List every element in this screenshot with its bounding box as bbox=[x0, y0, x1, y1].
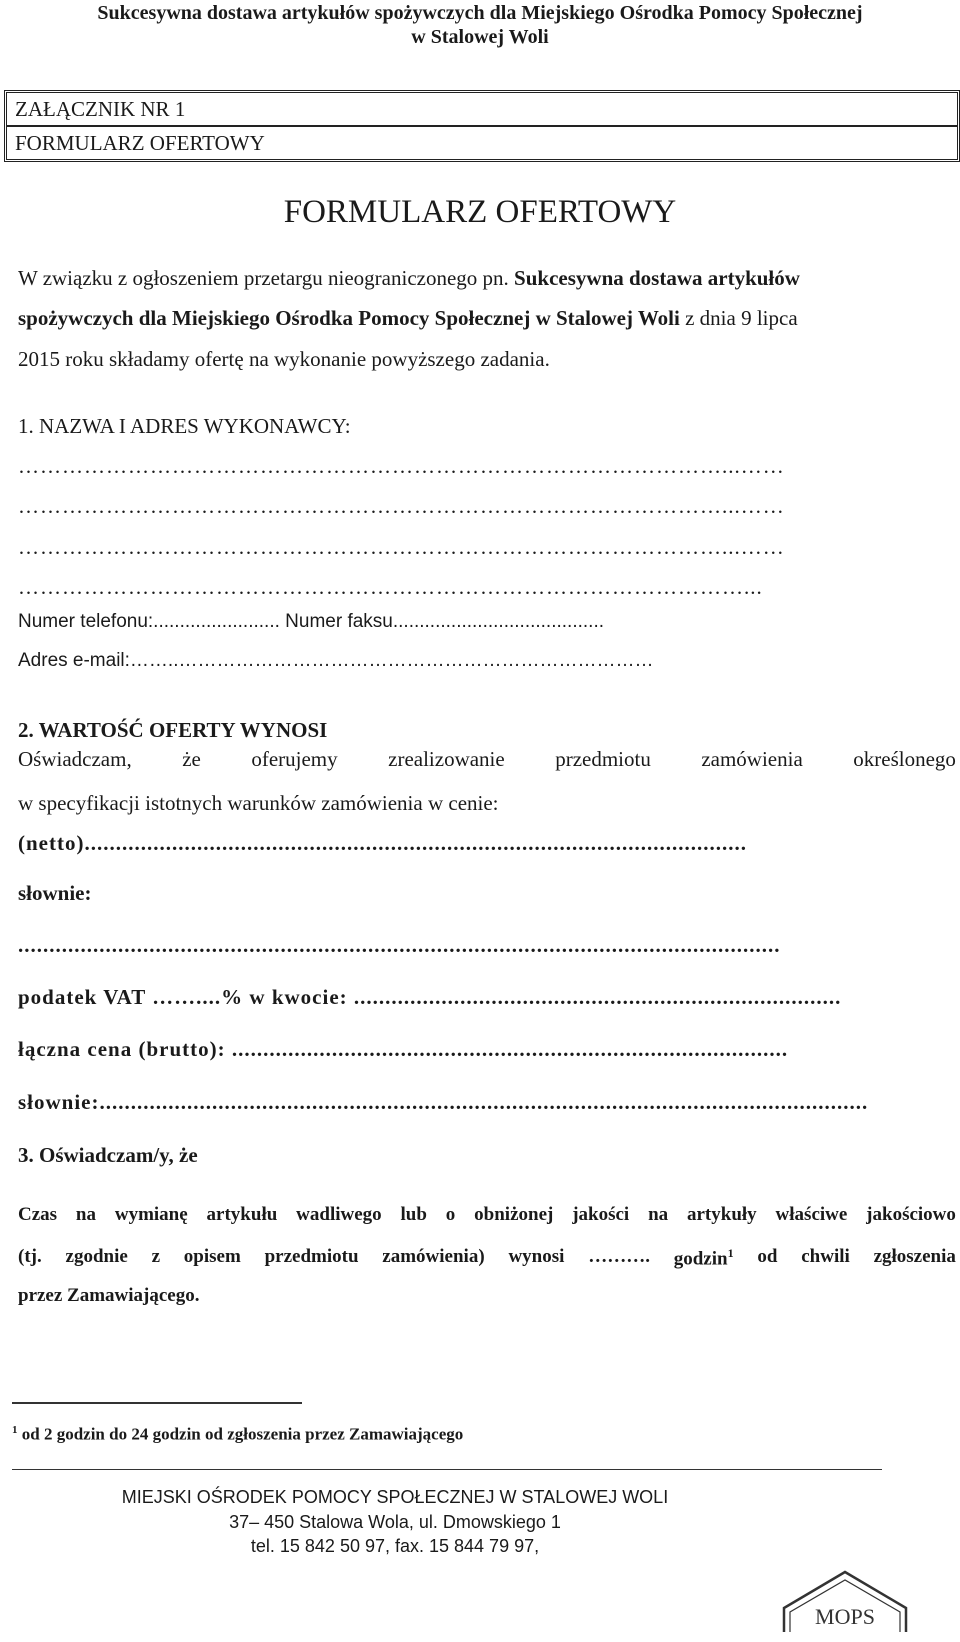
document-header-line-1: Sukcesywna dostawa artykułów spożywczych dla Miejskiego Ośrodka Pomocy Społecznej bbox=[97, 2, 863, 24]
decl-word: Oświadczam, bbox=[18, 747, 132, 771]
intro-line-1 bbox=[18, 266, 800, 291]
price-declaration-line-2: w specyfikacji istotnych warunków zamówienia w cenie: bbox=[18, 791, 499, 815]
s3-word: opisem bbox=[183, 1246, 241, 1267]
intro-text-1: W związku z ogłoszeniem przetargu nieograniczonego pn. bbox=[18, 266, 515, 290]
s3-word: jakościowo bbox=[866, 1204, 956, 1225]
footnote-separator bbox=[12, 1402, 302, 1404]
decl-word: przedmiotu bbox=[555, 747, 651, 771]
in-words-field-1[interactable]: .......................................................................................................................... bbox=[18, 933, 781, 957]
decl-word: że bbox=[182, 747, 201, 771]
s3-word: artykuły bbox=[687, 1204, 757, 1225]
footer-separator bbox=[12, 1469, 882, 1470]
section-2-heading: 2. WARTOŚĆ OFERTY WYNOSI bbox=[18, 718, 328, 742]
s3-word: wadliwego bbox=[296, 1204, 382, 1225]
replacement-line-1 bbox=[18, 1204, 956, 1226]
annex-box bbox=[4, 90, 960, 162]
document-header-line-2: w Stalowej Woli bbox=[411, 26, 549, 48]
s3-word: o bbox=[445, 1204, 456, 1225]
hours-field[interactable]: ………. bbox=[588, 1246, 650, 1267]
s3-word: chwili bbox=[801, 1246, 850, 1267]
intro-tender-name-1: Sukcesywna dostawa artykułów bbox=[514, 266, 800, 290]
page-title: FORMULARZ OFERTOWY bbox=[283, 194, 677, 230]
annex-form-name: FORMULARZ OFERTOWY bbox=[7, 125, 957, 159]
in-words-field-2[interactable]: słownie:........................................................................................................................... bbox=[18, 1090, 869, 1114]
annex-number: ZAŁĄCZNIK NR 1 bbox=[15, 97, 186, 121]
mops-logo-text: MOPS bbox=[815, 1604, 875, 1629]
s3-word: lub bbox=[400, 1204, 427, 1225]
footnote-mark: 1 bbox=[12, 1424, 18, 1436]
in-words-label-1: słownie: bbox=[18, 881, 92, 905]
gross-price-field[interactable]: łączna cena (brutto): ......................................................................................... bbox=[18, 1037, 789, 1061]
mops-logo bbox=[780, 1568, 910, 1634]
net-price-field[interactable]: (netto).......................................................................................................... bbox=[18, 831, 747, 855]
s3-word: artykułu bbox=[206, 1204, 278, 1225]
replacement-line-2 bbox=[18, 1246, 956, 1270]
s3-word: jakości bbox=[572, 1204, 630, 1225]
footer-address: 37– 450 Stalowa Wola, ul. Dmowskiego 1 bbox=[229, 1512, 561, 1532]
section-3-heading: 3. Oświadczam/y, że bbox=[18, 1143, 198, 1167]
s3-word: przedmiotu bbox=[264, 1246, 359, 1267]
price-declaration-line-1 bbox=[18, 747, 956, 772]
s3-word-hours: godzin$^1$ bbox=[673, 1246, 734, 1270]
s3-word: Czas bbox=[18, 1204, 58, 1225]
decl-word: zrealizowanie bbox=[388, 747, 505, 771]
contractor-field-line-4[interactable]: ………………………………………………………………………………………... bbox=[18, 575, 763, 599]
s3-word: na bbox=[75, 1204, 96, 1225]
footnote-text: od 2 godzin do 24 godzin od zgłoszenia przez Zamawiającego bbox=[17, 1424, 464, 1444]
replacement-line-3: przez Zamawiającego. bbox=[18, 1285, 200, 1306]
footer-contact: tel. 15 842 50 97, fax. 15 844 79 97, bbox=[250, 1536, 540, 1556]
footnote-ref: 1 bbox=[727, 1246, 734, 1260]
s3-word: z bbox=[151, 1246, 161, 1267]
footer-institution: MIEJSKI OŚRODEK POMOCY SPOŁECZNEJ W STALOWEJ WOLI bbox=[121, 1487, 669, 1507]
contractor-field-line-2[interactable]: ……………………………………………………………………………………...…… bbox=[18, 494, 785, 518]
s3-word: obniżonej bbox=[474, 1204, 554, 1225]
decl-word: oferujemy bbox=[251, 747, 338, 771]
s3-word: wynosi bbox=[508, 1246, 565, 1267]
intro-line-3: 2015 roku składamy ofertę na wykonanie powyższego zadania. bbox=[18, 347, 550, 371]
intro-tender-name-2: spożywczych dla Miejskiego Ośrodka Pomocy Społecznej w Stalowej Woli bbox=[18, 306, 680, 330]
s3-word: wymianę bbox=[114, 1204, 188, 1225]
footnote bbox=[12, 1424, 463, 1445]
s3-word: od bbox=[757, 1246, 778, 1267]
intro-line-2 bbox=[18, 306, 798, 331]
s3-word: (tj. bbox=[18, 1246, 42, 1267]
s3-word: zamówienia) bbox=[382, 1246, 485, 1267]
phone-fax-field[interactable]: Numer telefonu:........................ Numer faksu........................................ bbox=[18, 611, 605, 632]
s3-word: zgodnie bbox=[65, 1246, 128, 1267]
decl-word: zamówienia bbox=[701, 747, 803, 771]
decl-word: określonego bbox=[853, 747, 956, 771]
intro-date: z dnia 9 lipca bbox=[679, 306, 798, 330]
s3-word: na bbox=[648, 1204, 669, 1225]
section-1-heading: 1. NAZWA I ADRES WYKONAWCY: bbox=[18, 414, 351, 438]
s3-word: właściwe bbox=[775, 1204, 848, 1225]
email-field[interactable]: Adres e-mail:……..………………………………………………………………… bbox=[18, 650, 654, 671]
contractor-field-line-1[interactable]: ……………………………………………………………………………………...…… bbox=[18, 454, 785, 478]
vat-field[interactable]: podatek VAT ……....% w kwocie: .............................................................................. bbox=[18, 985, 842, 1009]
contractor-field-line-3[interactable]: ……………………………………………………………………………………...…… bbox=[18, 535, 785, 559]
s3-word: zgłoszenia bbox=[873, 1246, 956, 1267]
